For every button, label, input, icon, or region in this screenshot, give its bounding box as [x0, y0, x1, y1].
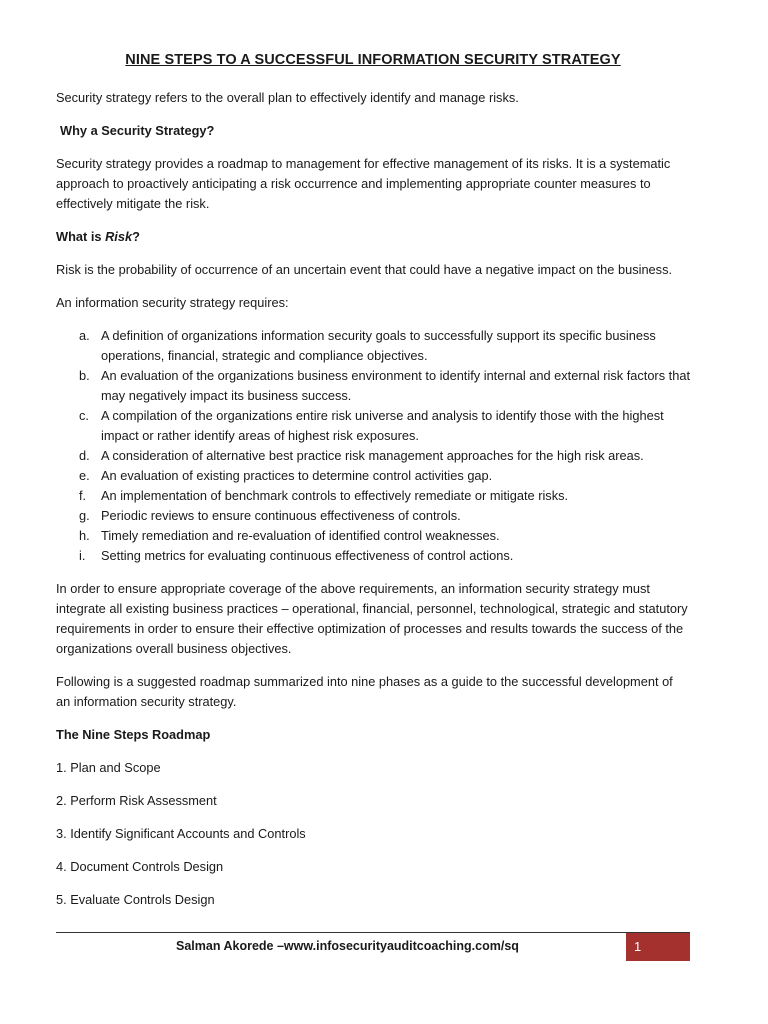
page-footer [56, 932, 690, 961]
requirements-list [56, 326, 690, 566]
list-item-text: Timely remediation and re-evaluation of identified control weaknesses. [101, 528, 500, 543]
what-is-risk-heading [56, 227, 690, 247]
list-item-text: A consideration of alternative best practice risk management approaches for the high risk areas. [101, 448, 644, 463]
list-item-text: An evaluation of existing practices to determine control activities gap. [101, 468, 493, 483]
list-item-text: Periodic reviews to ensure continuous effectiveness of controls. [101, 508, 461, 523]
roadmap-heading: The Nine Steps Roadmap [56, 727, 211, 742]
list-marker: c. [79, 408, 89, 423]
list-marker: g. [79, 508, 90, 523]
roadmap-step: 1. Plan and Scope [56, 760, 161, 775]
list-item-text: An implementation of benchmark controls to effectively remediate or mitigate risks. [101, 488, 569, 503]
list-item [56, 526, 690, 546]
roadmap-step: 2. Perform Risk Assessment [56, 793, 217, 808]
list-item [56, 366, 690, 406]
document-page [56, 52, 690, 923]
page-number-badge: 1 [626, 933, 690, 961]
following-paragraph: Following is a suggested roadmap summarized into nine phases as a guide to the successful development of an information security strategy. [56, 674, 673, 709]
what-heading-prefix: What is [56, 229, 106, 244]
footer-author-link-text: Salman Akorede –www.infosecurityauditcoaching.com/sq [176, 939, 519, 953]
requires-intro: An information security strategy requires: [56, 295, 289, 310]
roadmap-step: 3. Identify Significant Accounts and Controls [56, 826, 306, 841]
list-item-text: An evaluation of the organizations business environment to identify internal and external risk factors that may negatively impact its business success. [101, 368, 690, 403]
what-heading-term: Risk [105, 229, 133, 244]
list-marker: d. [79, 448, 90, 463]
list-item-text: A compilation of the organizations entire risk universe and analysis to identify those with the highest impact or rather identify areas of highest risk exposures. [101, 408, 664, 443]
list-item-text: Setting metrics for evaluating continuous effectiveness of control actions. [101, 548, 514, 563]
list-marker: h. [79, 528, 90, 543]
list-marker: e. [79, 468, 90, 483]
intro-paragraph: Security strategy refers to the overall plan to effectively identify and manage risks. [56, 90, 519, 105]
document-title: NINE STEPS TO A SUCCESSFUL INFORMATION SECURITY STRATEGY [125, 52, 621, 68]
list-item [56, 326, 690, 366]
why-paragraph: Security strategy provides a roadmap to management for effective management of its risks. It is a systematic approach to proactively anticipating a risk occurrence and implementing appropriate counter measures to effectively mitigate the risk. [56, 156, 671, 211]
what-heading-suffix: ? [132, 229, 140, 244]
list-marker: a. [79, 328, 90, 343]
list-marker: i. [79, 548, 86, 563]
roadmap-step: 5. Evaluate Controls Design [56, 892, 215, 907]
list-item-text: A definition of organizations information security goals to successfully support its specific business operations, financial, strategic and compliance objectives. [101, 328, 656, 363]
why-heading: Why a Security Strategy? [60, 123, 215, 138]
risk-definition: Risk is the probability of occurrence of an uncertain event that could have a negative impact on the business. [56, 262, 673, 277]
coverage-paragraph: In order to ensure appropriate coverage of the above requirements, an information security strategy must integrate all existing business practices – operational, financial, personnel, technological, strategic and statutory requirements in order to ensure their effective optimization of processes and results towards the success of the organizations overall business objectives. [56, 581, 688, 656]
list-item [56, 546, 690, 566]
list-item [56, 446, 690, 466]
roadmap-step: 4. Document Controls Design [56, 859, 224, 874]
list-item [56, 466, 690, 486]
list-item [56, 406, 690, 446]
list-marker: b. [79, 368, 90, 383]
list-item [56, 506, 690, 526]
list-item [56, 486, 690, 506]
list-marker: f. [79, 488, 87, 503]
